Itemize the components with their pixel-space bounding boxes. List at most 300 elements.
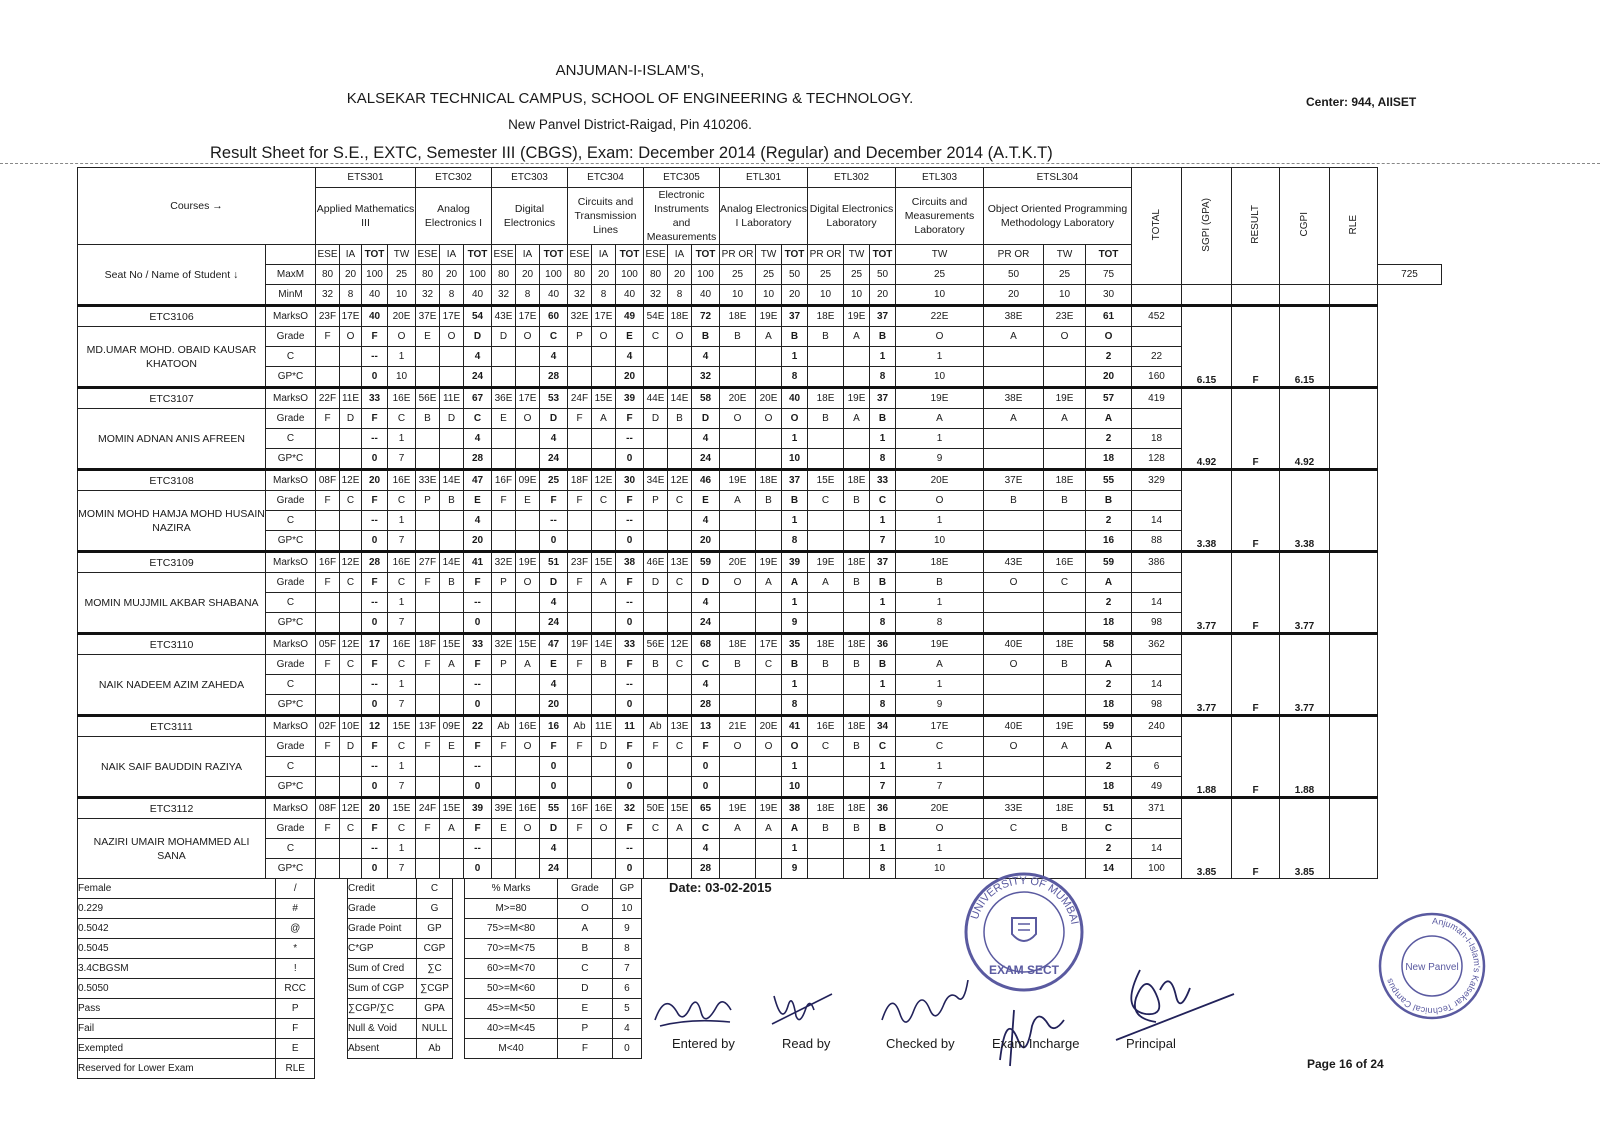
student-cgpi: 3.77 [1280,634,1330,716]
score-cell: P [644,491,668,511]
score-cell [668,347,692,367]
legend-row [348,879,453,899]
score-cell: 4 [540,347,568,367]
student-cgpi: 3.85 [1280,798,1330,879]
legend-cell: 50>=M<60 [465,979,558,999]
score-cell: 1 [782,593,808,613]
score-cell: 7 [388,859,416,879]
score-cell: 59 [692,552,720,573]
score-cell: 1 [896,675,984,695]
score-cell: 23F [316,306,340,327]
legend-cell: GP [417,919,453,939]
score-cell: 09E [440,716,464,737]
score-cell: F [362,491,388,511]
score-cell [516,777,540,798]
legend-cell: Female [78,879,276,899]
score-cell: D [340,737,362,757]
minm-row-value: 10 [720,285,756,306]
score-cell [568,695,592,716]
score-cell: 11E [592,716,616,737]
score-cell [808,347,844,367]
score-cell: 1 [896,839,984,859]
score-cell: 24 [692,613,720,634]
score-cell: O [896,819,984,839]
score-cell [316,511,340,531]
score-cell: F [362,737,388,757]
legend-cell: Exempted [78,1039,276,1059]
score-cell [592,429,616,449]
seat-number: ETC3110 [78,634,266,655]
legend-cell: 45>=M<50 [465,999,558,1019]
student-name: MOMIN MOHD HAMJA MOHD HUSAIN NAZIRA [78,491,266,552]
score-cell [720,531,756,552]
maxm-row-value: 25 [1044,265,1086,285]
score-cell: P [492,655,516,675]
score-cell [1044,695,1086,716]
score-cell [668,531,692,552]
row-label: GP*C [266,367,316,388]
legend-cell: C*GP [348,939,417,959]
minm-row-value: 40 [464,285,492,306]
score-cell: 419 [1132,388,1182,409]
total-header [1132,168,1182,285]
score-cell: D [644,409,668,429]
score-cell: 14E [592,634,616,655]
component-header: TOT [616,245,644,265]
score-cell: 12E [592,470,616,491]
student-row [78,798,1442,819]
score-cell [592,757,616,777]
score-cell: 35 [782,634,808,655]
minm-row-value: 32 [492,285,516,306]
score-cell: 57 [1086,388,1132,409]
score-cell: 19E [756,306,782,327]
score-cell: B [844,819,870,839]
score-cell [416,511,440,531]
course-code: ETS301 [316,168,416,188]
score-cell [416,367,440,388]
score-cell: 39 [782,552,808,573]
score-cell: 20 [362,798,388,819]
score-cell: F [416,655,440,675]
score-cell: 2 [1086,839,1132,859]
score-cell: 20 [362,470,388,491]
score-cell [808,839,844,859]
score-cell: O [1086,327,1132,347]
score-cell: 23E [1044,306,1086,327]
score-cell: 0 [692,777,720,798]
score-cell: E [492,409,516,429]
score-cell [720,593,756,613]
legend-cell: Absent [348,1039,417,1059]
score-cell: 51 [1086,798,1132,819]
score-cell: A [1044,737,1086,757]
component-header: TW [844,245,870,265]
score-cell: B [592,655,616,675]
student-rle [1330,388,1378,470]
score-cell: E [516,491,540,511]
maxm-row-value: 80 [316,265,340,285]
score-cell: 18E [808,634,844,655]
legend-cell: C [558,959,613,979]
score-cell [492,675,516,695]
score-cell: P [568,327,592,347]
score-cell: 27F [416,552,440,573]
maxm-row-value: 50 [984,265,1044,285]
minm-row-value: 20 [870,285,896,306]
score-cell: 18E [808,306,844,327]
student-sgpi: 4.92 [1182,388,1232,470]
legend-row [465,899,642,919]
legend-cell: E [276,1039,315,1059]
score-cell: B [808,819,844,839]
score-cell [808,757,844,777]
score-cell: 14E [440,470,464,491]
score-cell: 53 [540,388,568,409]
cgpi-header-text: CGPI [1298,212,1310,237]
score-cell [756,839,782,859]
score-cell: 4 [616,347,644,367]
score-cell: A [592,573,616,593]
score-cell: F [616,409,644,429]
score-cell [844,531,870,552]
score-cell: 16E [388,470,416,491]
score-cell [516,859,540,879]
score-cell [592,675,616,695]
score-cell: 12E [340,798,362,819]
score-cell [340,511,362,531]
score-cell: C [1044,573,1086,593]
component-header: TOT [464,245,492,265]
score-cell: D [340,409,362,429]
legend-cell: 9 [612,919,641,939]
score-cell: 20E [720,388,756,409]
legend-row [78,999,315,1019]
legend-cell: P [276,999,315,1019]
score-cell [592,695,616,716]
score-cell: C [464,409,492,429]
legend-cell: M>=80 [465,899,558,919]
score-cell: 51 [540,552,568,573]
row-label: Grade [266,737,316,757]
score-cell: 02F [316,716,340,737]
score-cell: A [1044,409,1086,429]
score-cell: 40E [984,716,1044,737]
maxm-row-value: 725 [1378,265,1442,285]
legend-row [78,959,315,979]
score-cell: B [1044,819,1086,839]
score-cell: 1 [896,757,984,777]
score-cell: 14 [1132,511,1182,531]
score-cell: 452 [1132,306,1182,327]
score-cell [516,531,540,552]
legend-cell: 0.5045 [78,939,276,959]
score-cell [756,367,782,388]
score-cell: 1 [388,757,416,777]
score-cell: B [782,327,808,347]
score-cell: 2 [1086,347,1132,367]
score-cell: 1 [782,839,808,859]
score-cell: 28 [540,367,568,388]
student-sgpi: 1.88 [1182,716,1232,798]
score-cell: 0 [616,777,644,798]
minm-row-value: 10 [756,285,782,306]
score-cell [440,859,464,879]
score-cell: 38E [984,306,1044,327]
score-cell [340,449,362,470]
row-label: GP*C [266,531,316,552]
score-cell: B [808,327,844,347]
score-cell: 4 [692,593,720,613]
score-cell [316,449,340,470]
score-cell [592,777,616,798]
score-cell [568,675,592,695]
score-cell: -- [464,757,492,777]
score-cell: F [316,655,340,675]
maxm-row-value: 25 [720,265,756,285]
seat-number: ETC3107 [78,388,266,409]
minm-row-value: 10 [1044,285,1086,306]
student-name: MD.UMAR MOHD. OBAID KAUSAR KHATOON [78,327,266,388]
score-cell [756,777,782,798]
score-cell [340,777,362,798]
score-cell: B [870,409,896,429]
row-label: C [266,347,316,367]
score-cell: A [808,573,844,593]
score-cell [1044,757,1086,777]
score-cell: 16 [540,716,568,737]
row-label: Grade [266,409,316,429]
score-cell [984,367,1044,388]
score-cell: 21E [720,716,756,737]
score-cell: 0 [464,859,492,879]
score-cell [668,613,692,634]
score-cell [668,367,692,388]
legend-cell: % Marks [465,879,558,899]
course-name: Circuits and Measurements Laboratory [896,188,984,245]
legend-cell: C [417,879,453,899]
maxm-row-value: 20 [516,265,540,285]
score-cell: 40E [984,634,1044,655]
legend-cell: Sum of Cred [348,959,417,979]
score-cell: F [616,819,644,839]
score-cell: 0 [616,859,644,879]
student-name: NAZIRI UMAIR MOHAMMED ALI SANA [78,819,266,879]
label-checked-by: Checked by [886,1036,955,1051]
maxm-row-value: 20 [440,265,464,285]
legend-row [348,979,453,999]
minm-row-value: 40 [692,285,720,306]
score-cell [984,347,1044,367]
score-cell: 0 [464,695,492,716]
score-cell: 18E [720,634,756,655]
score-cell: B [1086,491,1132,511]
maxm-row-value: 25 [896,265,984,285]
score-cell: A [668,819,692,839]
row-label: GP*C [266,777,316,798]
score-cell: 6 [1132,757,1182,777]
score-cell [316,675,340,695]
score-cell: 43E [984,552,1044,573]
score-cell [516,839,540,859]
component-header: PR OR [808,245,844,265]
score-cell: 4 [692,675,720,695]
score-cell: 16E [516,798,540,819]
seat-name-label: Seat No / Name of Student ↓ [78,245,266,306]
score-cell: 8 [782,531,808,552]
score-cell: 17E [592,306,616,327]
score-cell [440,757,464,777]
score-cell [984,613,1044,634]
score-cell [720,695,756,716]
score-cell: 33 [616,634,644,655]
legend-cell: A [558,919,613,939]
component-header: ESE [644,245,668,265]
score-cell [516,613,540,634]
legend-row [78,1019,315,1039]
legend-cell: D [558,979,613,999]
score-cell: 37 [870,388,896,409]
score-cell [492,593,516,613]
score-cell: 1 [782,347,808,367]
student-result: F [1232,306,1280,388]
score-cell: 8 [870,859,896,879]
score-cell [340,347,362,367]
course-code: ETC303 [492,168,568,188]
maxm-row-value: 80 [644,265,668,285]
score-cell [440,613,464,634]
score-cell: 17E [516,306,540,327]
score-cell [668,429,692,449]
course-code-row [78,168,1442,188]
score-cell: 0 [464,777,492,798]
score-cell [844,675,870,695]
score-cell: 1 [388,593,416,613]
score-cell: 1 [782,675,808,695]
score-cell: 17E [516,388,540,409]
score-cell [808,593,844,613]
component-header: TOT [362,245,388,265]
student-cgpi: 6.15 [1280,306,1330,388]
score-cell: 2 [1086,429,1132,449]
score-cell [440,777,464,798]
score-cell: 08F [316,470,340,491]
score-cell [492,757,516,777]
score-cell [316,695,340,716]
score-cell: B [844,573,870,593]
score-cell: 14 [1132,839,1182,859]
score-cell: 20E [388,306,416,327]
score-cell [668,777,692,798]
score-cell [644,347,668,367]
legend-symbols [77,878,315,1079]
legend-cell: 8 [612,939,641,959]
score-cell: B [1044,491,1086,511]
score-cell: F [464,655,492,675]
score-cell: B [782,655,808,675]
legend-cell: F [558,1039,613,1059]
score-cell [984,839,1044,859]
minm-row-label: MinM [266,285,316,306]
score-cell: 36 [870,634,896,655]
score-cell: F [316,409,340,429]
university-seal-ring-text: UNIVERSITY OF MUMBAI [968,874,1081,926]
maxm-row-value: 50 [782,265,808,285]
score-cell: 28 [362,552,388,573]
minm-row-value: 8 [340,285,362,306]
score-cell: B [844,655,870,675]
score-cell [440,347,464,367]
score-cell [1044,839,1086,859]
maxm-row-label: MaxM [266,265,316,285]
score-cell: 386 [1132,552,1182,573]
maxm-row-value: 100 [616,265,644,285]
score-cell [516,511,540,531]
legend-abbreviations [347,878,453,1059]
score-cell: -- [616,593,644,613]
score-cell: F [568,409,592,429]
score-cell: 0 [540,531,568,552]
student-name: MOMIN ADNAN ANIS AFREEN [78,409,266,470]
score-cell: 371 [1132,798,1182,819]
score-cell: C [668,655,692,675]
course-name: Electronic Instruments and Measurements [644,188,720,245]
score-cell [492,367,516,388]
score-cell [316,367,340,388]
score-cell: 36E [492,388,516,409]
result-sheet-title: Result Sheet for S.E., EXTC, Semester III (CBGS), Exam: December 2014 (Regular) and December 2014 (A.T.K.T) [210,144,1053,162]
legend-row [348,959,453,979]
score-cell: C [644,819,668,839]
score-cell: 33E [984,798,1044,819]
student-rle [1330,716,1378,798]
score-cell [416,593,440,613]
score-cell [568,449,592,470]
score-cell: 1 [870,347,896,367]
course-code: ETC305 [644,168,720,188]
rle-header [1330,168,1378,285]
score-cell: 10 [782,449,808,470]
score-cell: A [844,409,870,429]
course-code: ETC302 [416,168,492,188]
score-cell: 128 [1132,449,1182,470]
legend-cell: 40>=M<45 [465,1019,558,1039]
score-cell: 17E [896,716,984,737]
score-cell: C [340,573,362,593]
score-cell: C [668,737,692,757]
score-cell [644,511,668,531]
score-cell [808,449,844,470]
score-cell [1132,491,1182,511]
score-cell: 1 [388,429,416,449]
score-cell [984,531,1044,552]
component-header: ESE [568,245,592,265]
score-cell: F [568,819,592,839]
score-cell: P [492,573,516,593]
maxm-row-value: 25 [808,265,844,285]
score-cell: C [388,655,416,675]
score-cell [416,675,440,695]
score-cell: 47 [464,470,492,491]
score-cell [516,449,540,470]
score-cell: 14 [1132,675,1182,695]
course-code: ETL301 [720,168,808,188]
score-cell: 24 [540,613,568,634]
signature-checked-by [876,980,976,1035]
score-cell: C [756,655,782,675]
score-cell: 4 [540,593,568,613]
score-cell [720,859,756,879]
